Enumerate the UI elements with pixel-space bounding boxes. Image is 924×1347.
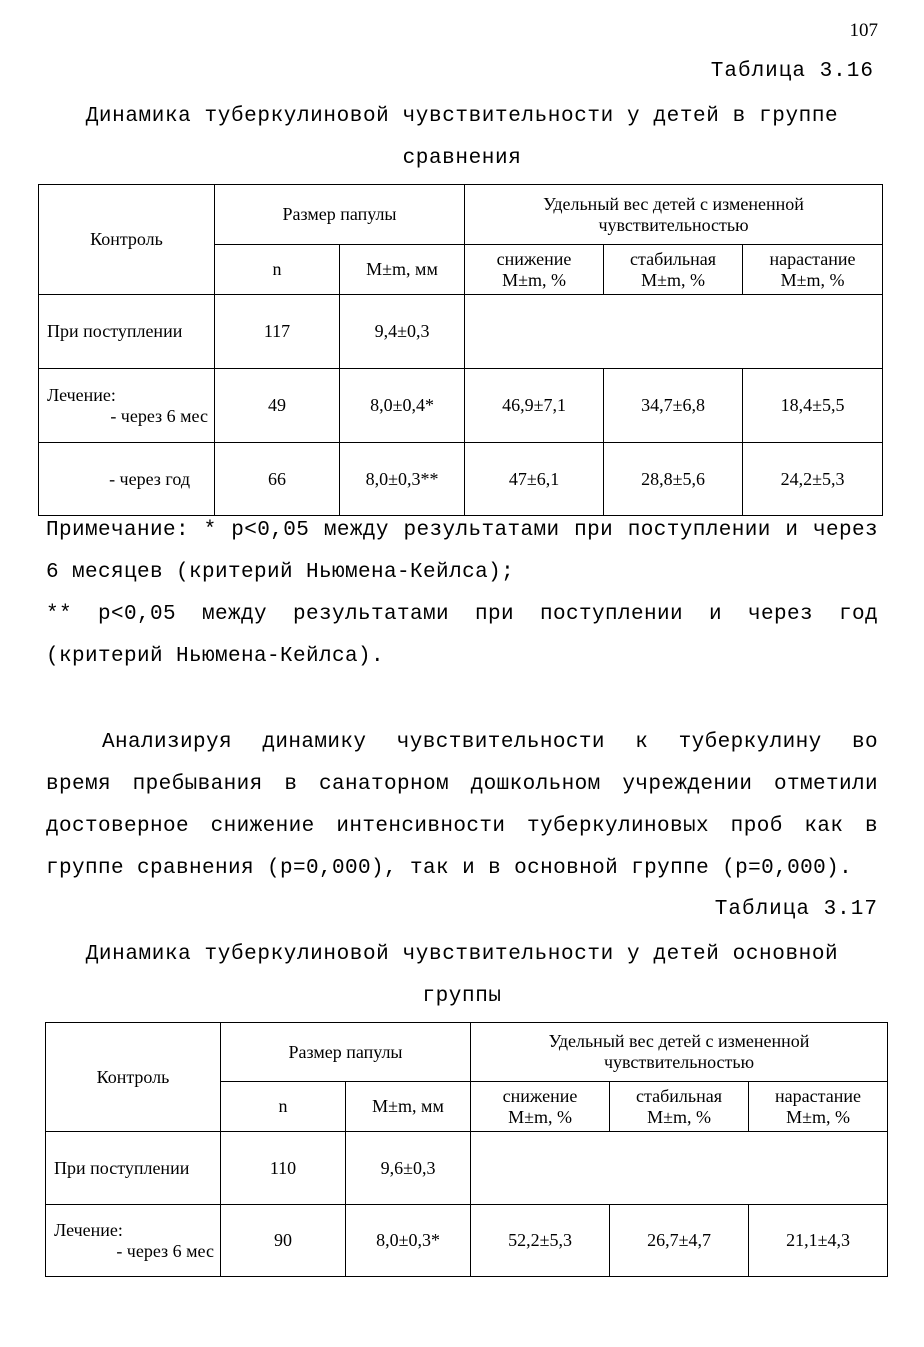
cell-stable: 28,8±5,6 <box>604 443 743 516</box>
header-share: Удельный вес детей с измененной чувствительностью <box>465 185 883 245</box>
table-title <box>40 934 884 1018</box>
header-decrease: снижение M±m, % <box>471 1082 610 1132</box>
data-table <box>38 184 883 516</box>
row-label-title: Лечение: <box>54 1219 123 1240</box>
paragraph-line: достоверное снижение интенсивности туберкулиновых проб как в <box>46 815 878 838</box>
cell-mm: 9,4±0,3 <box>340 295 465 369</box>
body-paragraph <box>46 722 878 890</box>
cell-decrease: 46,9±7,1 <box>465 369 604 443</box>
row-label: - через год <box>39 443 215 516</box>
header-control: Контроль <box>46 1023 221 1132</box>
header-increase: нарастание M±m, % <box>749 1082 888 1132</box>
note-line: ** p<0,05 между результатами при поступлении и через год <box>46 603 878 626</box>
header-share: Удельный вес детей с измененной чувствительностью <box>471 1023 888 1082</box>
header-stable: стабильная M±m, % <box>604 245 743 295</box>
cell-empty <box>465 295 883 369</box>
cell-stable: 26,7±4,7 <box>610 1205 749 1277</box>
paragraph-line: время пребывания в санаторном дошкольном учреждении отметили <box>46 773 878 796</box>
table-row <box>46 1132 888 1205</box>
row-label-sub: - через 6 мес <box>116 1240 214 1261</box>
row-label: При поступлении <box>46 1132 221 1205</box>
table-label: Таблица 3.16 <box>710 60 874 83</box>
header-increase: нарастание M±m, % <box>743 245 883 295</box>
cell-mm: 8,0±0,3* <box>346 1205 471 1277</box>
paragraph-line: группе сравнения (p=0,000), так и в основной группе (p=0,000). <box>46 857 853 880</box>
row-label <box>46 1205 221 1277</box>
header-papule: Размер папулы <box>221 1023 471 1082</box>
cell-stable: 34,7±6,8 <box>604 369 743 443</box>
header-n: n <box>221 1082 346 1132</box>
cell-n: 110 <box>221 1132 346 1205</box>
table-title-line: Динамика туберкулиновой чувствительности у детей основной <box>85 943 839 966</box>
cell-decrease: 47±6,1 <box>465 443 604 516</box>
table-row <box>39 369 883 443</box>
table-title-line: сравнения <box>402 147 522 170</box>
header-papule: Размер папулы <box>215 185 465 245</box>
cell-n: 90 <box>221 1205 346 1277</box>
row-label-title: Лечение: <box>47 384 116 405</box>
cell-n: 49 <box>215 369 340 443</box>
cell-n: 66 <box>215 443 340 516</box>
table-title-line: группы <box>422 985 502 1008</box>
cell-n: 117 <box>215 295 340 369</box>
table-row <box>46 1205 888 1277</box>
header-n: n <box>215 245 340 295</box>
cell-mm: 8,0±0,3** <box>340 443 465 516</box>
cell-increase: 18,4±5,5 <box>743 369 883 443</box>
note-line: 6 месяцев (критерий Ньюмена-Кейлса); <box>46 561 515 584</box>
header-mm: M±m, мм <box>346 1082 471 1132</box>
table-title-line: Динамика туберкулиновой чувствительности у детей в группе <box>85 105 839 128</box>
table-label: Таблица 3.17 <box>714 898 878 921</box>
cell-increase: 21,1±4,3 <box>749 1205 888 1277</box>
table-row <box>39 295 883 369</box>
table-note <box>46 510 878 678</box>
note-line: Примечание: * p<0,05 между результатами при поступлении и через <box>46 519 878 542</box>
table-row <box>39 443 883 516</box>
row-label-sub: - через 6 мес <box>110 405 208 426</box>
paragraph-line: Анализируя динамику чувствительности к туберкулину во <box>102 731 878 754</box>
data-table <box>45 1022 888 1277</box>
row-label <box>39 369 215 443</box>
cell-mm: 8,0±0,4* <box>340 369 465 443</box>
row-label: При поступлении <box>39 295 215 369</box>
header-decrease: снижение M±m, % <box>465 245 604 295</box>
note-line: (критерий Ньюмена-Кейлса). <box>46 645 385 668</box>
cell-mm: 9,6±0,3 <box>346 1132 471 1205</box>
header-stable: стабильная M±m, % <box>610 1082 749 1132</box>
header-control: Контроль <box>39 185 215 295</box>
cell-decrease: 52,2±5,3 <box>471 1205 610 1277</box>
cell-increase: 24,2±5,3 <box>743 443 883 516</box>
header-mm: M±m, мм <box>340 245 465 295</box>
page-number: 107 <box>849 20 878 41</box>
table-title <box>40 96 884 180</box>
cell-empty <box>471 1132 888 1205</box>
